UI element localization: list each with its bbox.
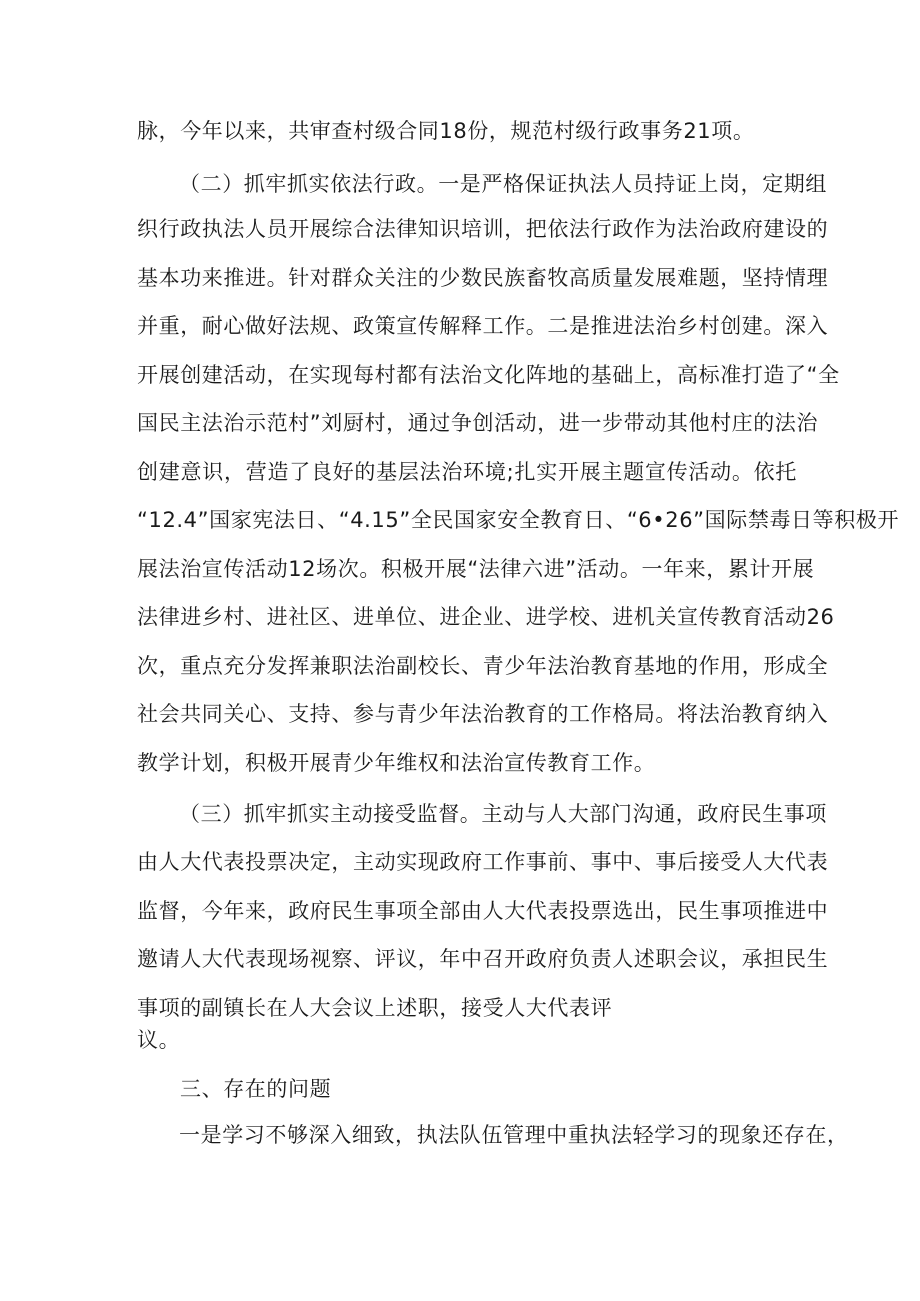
text-line-2: （二）抓牢抓实依法行政。一是严格保证执法人员持证上岗，定期组 [179, 172, 827, 196]
text-line-4: 基本功来推进。针对群众关注的少数民族畜牧高质量发展难题，坚持情理 [137, 266, 829, 290]
text-line-7: 国民主法治示范村”刘厨村，通过争创活动，进一步带动其他村庄的法治 [137, 411, 819, 435]
text-line-18: 邀请人大代表现场视察、评议，年中召开政府负责人述职会议，承担民生 [137, 947, 829, 971]
text-line-19: 事项的副镇长在人大会议上述职，接受人大代表评 [137, 996, 613, 1020]
text-line-12: 次，重点充分发挥兼职法治副校长、青少年法治教育基地的作用，形成全 [137, 654, 829, 678]
text-line-15: （三）抓牢抓实主动接受监督。主动与人大部门沟通，政府民生事项 [179, 802, 827, 826]
text-line-5: 并重，耐心做好法规、政策宣传解释工作。二是推进法治乡村创建。深入 [137, 314, 829, 338]
text-line-11: 法律进乡村、进社区、进单位、进企业、进学校、进机关宣传教育活动26 [137, 605, 835, 629]
text-line-8: 创建意识，营造了良好的基层法治环境;扎实开展主题宣传活动。依托 [137, 460, 797, 484]
text-line-20: 议。 [137, 1028, 181, 1052]
text-line-1: 脉，今年以来，共审查村级合同18份，规范村级行政事务21项。 [137, 119, 755, 143]
text-line-10: 展法治宣传活动12场次。积极开展“法律六进”活动。一年来，累计开展 [137, 557, 815, 581]
text-line-9: “12.4”国家宪法日、“4.15”全民国家安全教育日、“6•26”国际禁毒日等积极开 [137, 508, 900, 532]
text-line-13: 社会共同关心、支持、参与青少年法治教育的工作格局。将法治教育纳入 [137, 702, 829, 726]
text-line-17: 监督，今年来，政府民生事项全部由人大代表投票选出，民生事项推进中 [137, 899, 829, 923]
text-line-16: 由人大代表投票决定，主动实现政府工作事前、事中、事后接受人大代表 [137, 850, 829, 874]
section-heading: 三、存在的问题 [180, 1077, 332, 1101]
text-line-14: 教学计划，积极开展青少年维权和法治宣传教育工作。 [137, 751, 656, 775]
text-line-22: 一是学习不够深入细致，执法队伍管理中重执法轻学习的现象还存在， [179, 1123, 849, 1147]
text-line-3: 织行政执法人员开展综合法律知识培训，把依法行政作为法治政府建设的 [137, 217, 829, 241]
text-line-6: 开展创建活动，在实现每村都有法治文化阵地的基础上，高标准打造了“全 [137, 363, 840, 387]
